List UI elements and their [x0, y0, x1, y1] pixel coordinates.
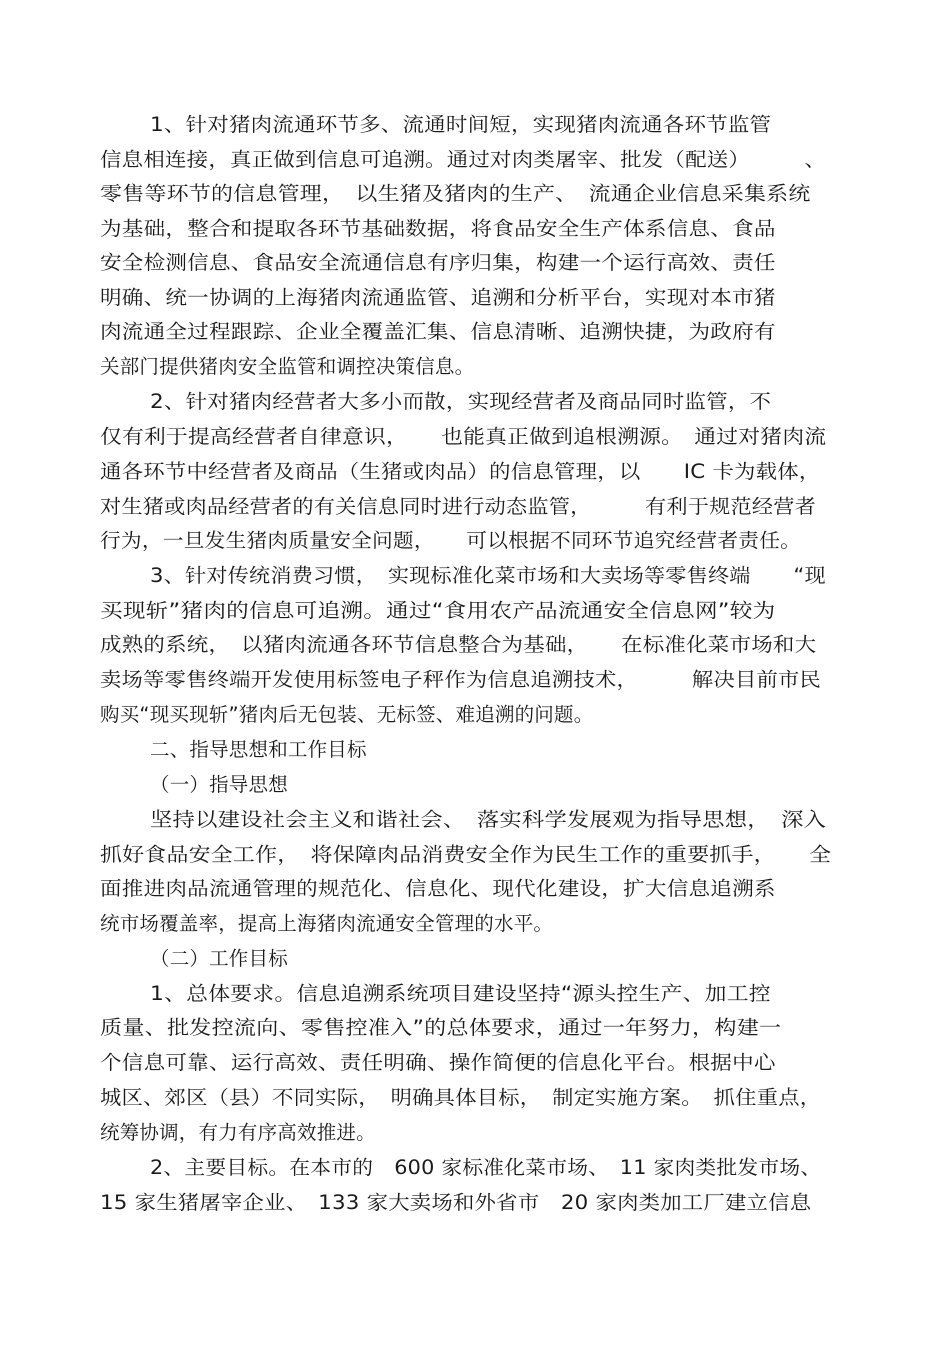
text-line: 买现斩”猪肉的信息可追溯。通过“食用农产品流通安全信息网”较为 — [100, 599, 776, 622]
text-line: 15 家生猪屠宰企业、 133 家大卖场和外省市 20 家肉类加工厂建立信息 — [100, 1191, 812, 1214]
text-line: 安全检测信息、食品安全流通信息有序归集，构建一个运行高效、责任 — [100, 251, 776, 274]
text-line: 质量、批发控流向、零售控准入”的总体要求，通过一年努力，构建一 — [100, 1016, 782, 1039]
text-line: 成熟的系统， 以猪肉流通各环节信息整合为基础， 在标准化菜市场和大 — [100, 633, 817, 656]
text-line: 2、主要目标。在本市的 600 家标准化菜市场、 11 家肉类批发市场、 — [150, 1156, 822, 1179]
text-line: 统市场覆盖率，提高上海猪肉流通安全管理的水平。 — [100, 912, 554, 935]
text-line: 城区、郊区（县）不同实际， 明确具体目标， 制定实施方案。 抓住重点， — [100, 1086, 822, 1109]
text-line: 对生猪或肉品经营者的有关信息同时进行动态监管， 有利于规范经营者 — [100, 495, 817, 518]
text-line: 为基础，整合和提取各环节基础数据，将食品安全生产体系信息、食品 — [100, 217, 776, 240]
text-line: 零售等环节的信息管理， 以生猪及猪肉的生产、 流通企业信息采集系统 — [100, 182, 811, 205]
text-line: 信息相连接，真正做到信息可追溯。通过对肉类屠宰、批发（配送） 、 — [100, 148, 827, 171]
text-line: 2、针对猪肉经营者大多小而散，实现经营者及商品同时监管，不 — [150, 390, 772, 413]
section-heading: 二、指导思想和工作目标 — [150, 738, 367, 761]
subsection-heading: （二）工作目标 — [150, 947, 288, 970]
text-line: 通各环节中经营者及商品（生猪或肉品）的信息管理，以 IC 卡为载体， — [100, 460, 821, 483]
text-line: 仅有利于提高经营者自律意识， 也能真正做到追根溯源。 通过对猪肉流 — [100, 425, 827, 448]
text-line: 1、针对猪肉流通环节多、流通时间短，实现猪肉流通各环节监管 — [150, 113, 772, 136]
text-line: 肉流通全过程跟踪、企业全覆盖汇集、信息清晰、追溯快捷，为政府有 — [100, 320, 776, 343]
text-line: 坚持以建设社会主义和谐社会、 落实科学发展观为指导思想， 深入 — [150, 808, 827, 831]
text-line: 明确、统一协调的上海猪肉流通监管、追溯和分析平台，实现对本市猪 — [100, 286, 776, 309]
text-line: 统筹协调，有力有序高效推进。 — [100, 1121, 376, 1144]
text-line: 行为，一旦发生猪肉质量安全问题， 可以根据不同环节追究经营者责任。 — [100, 529, 802, 552]
text-line: 关部门提供猪肉安全监管和调控决策信息。 — [100, 355, 475, 378]
text-line: 面推进肉品流通管理的规范化、信息化、现代化建设，扩大信息追溯系 — [100, 877, 776, 900]
text-line: 购买“现买现斩”猪肉后无包装、无标签、难追溯的问题。 — [100, 703, 594, 726]
subsection-heading: （一）指导思想 — [150, 773, 288, 796]
text-line: 个信息可靠、运行高效、责任明确、操作简便的信息化平台。根据中心 — [100, 1051, 776, 1074]
text-line: 1、总体要求。信息追溯系统项目建设坚持“源头控生产、加工控 — [150, 982, 771, 1005]
text-line: 3、针对传统消费习惯， 实现标准化菜市场和大卖场等零售终端 “现 — [150, 564, 826, 587]
text-line: 卖场等零售终端开发使用标签电子秤作为信息追溯技术， 解决目前市民 — [100, 668, 822, 691]
text-line: 抓好食品安全工作， 将保障肉品消费安全作为民生工作的重要抓手， 全 — [100, 843, 832, 866]
